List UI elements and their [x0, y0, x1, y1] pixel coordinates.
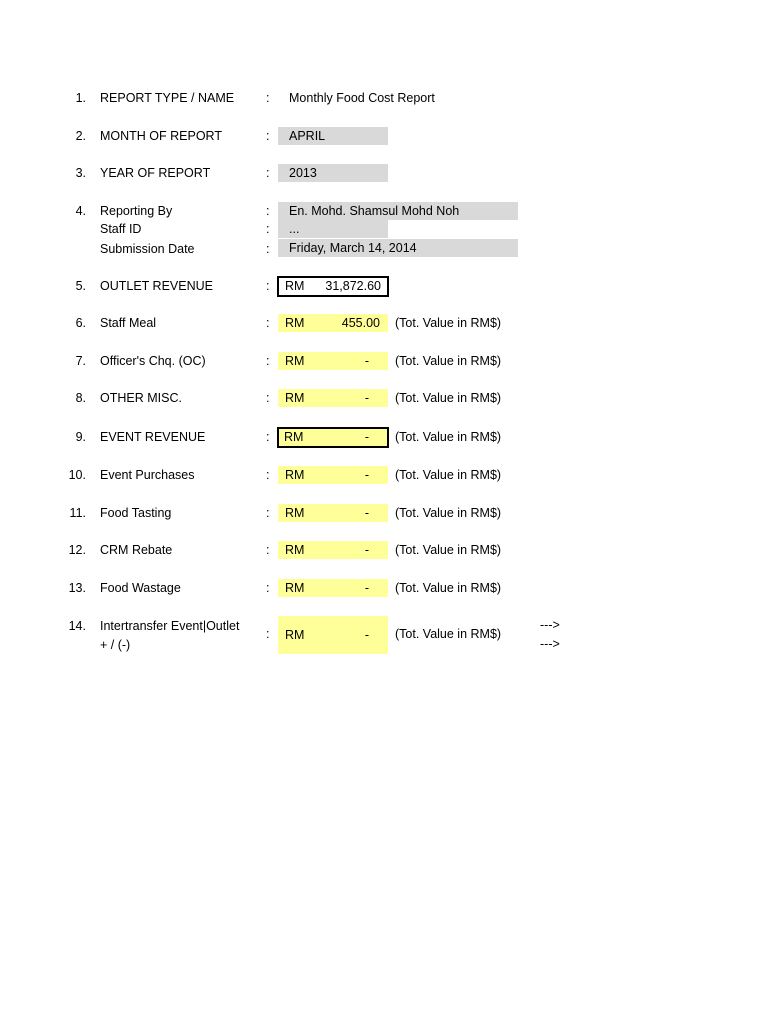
outlet-revenue-cell[interactable]: [277, 276, 389, 297]
currency-label: RM: [285, 279, 305, 293]
item-number: 8.: [75, 391, 86, 405]
item-number: 2.: [75, 129, 86, 143]
item-number: 3.: [75, 166, 86, 180]
officers-chq-value: -: [364, 354, 369, 368]
unit-note: (Tot. Value in RM$): [395, 316, 502, 330]
other-misc-value: -: [364, 391, 369, 405]
month-value-cell[interactable]: APRIL: [278, 127, 388, 145]
food-tasting-cell[interactable]: [278, 504, 388, 522]
field-label-staff-meal: Staff Meal: [100, 316, 157, 330]
arrow-indicator: --->: [540, 637, 560, 651]
field-label-staff-id: Staff ID: [100, 222, 142, 236]
field-label-outlet-revenue: OUTLET REVENUE: [100, 279, 213, 293]
field-label-intertransfer: Intertransfer Event|Outlet: [100, 619, 240, 633]
submission-date-value-cell[interactable]: Friday, March 14, 2014: [278, 239, 518, 257]
field-label-food-wastage: Food Wastage: [100, 581, 181, 595]
colon: :: [266, 543, 270, 557]
food-wastage-cell[interactable]: [278, 579, 388, 597]
crm-rebate-value: -: [364, 543, 369, 557]
event-purchases-value: -: [364, 468, 369, 482]
event-revenue-cell[interactable]: [277, 427, 389, 448]
unit-note: (Tot. Value in RM$): [395, 391, 502, 405]
currency-label: RM: [285, 506, 305, 520]
colon: :: [266, 222, 270, 236]
colon: :: [266, 91, 270, 105]
currency-label: RM: [285, 316, 305, 330]
other-misc-cell[interactable]: [278, 389, 388, 407]
intertransfer-cell[interactable]: [278, 616, 388, 654]
unit-note: (Tot. Value in RM$): [395, 468, 502, 482]
crm-rebate-cell[interactable]: [278, 541, 388, 559]
item-number: 12.: [68, 543, 86, 557]
officers-chq-cell[interactable]: [278, 352, 388, 370]
field-label-month: MONTH OF REPORT: [100, 129, 222, 143]
colon: :: [266, 354, 270, 368]
colon: :: [266, 430, 270, 444]
item-number: 6.: [75, 316, 86, 330]
staff-id-value-cell[interactable]: ...: [278, 220, 388, 238]
currency-label: RM: [284, 430, 304, 444]
food-wastage-value: -: [364, 581, 369, 595]
field-label-report-type: REPORT TYPE / NAME: [100, 91, 235, 105]
currency-label: RM: [285, 628, 305, 642]
colon: :: [266, 468, 270, 482]
field-label-reporting-by: Reporting By: [100, 204, 173, 218]
report-type-value: Monthly Food Cost Report: [289, 91, 435, 105]
field-label-food-tasting: Food Tasting: [100, 506, 172, 520]
unit-note: (Tot. Value in RM$): [395, 627, 502, 641]
event-revenue-value: -: [364, 430, 369, 444]
staff-meal-value: 455.00: [341, 316, 380, 330]
item-number: 9.: [75, 430, 86, 444]
field-label-event-revenue: EVENT REVENUE: [100, 430, 206, 444]
colon: :: [266, 391, 270, 405]
unit-note: (Tot. Value in RM$): [395, 581, 502, 595]
item-number: 7.: [75, 354, 86, 368]
item-number: 13.: [68, 581, 86, 595]
field-label-intertransfer-sign: + / (-): [100, 638, 131, 652]
field-label-officers-chq: Officer's Chq. (OC): [100, 354, 206, 368]
field-label-year: YEAR OF REPORT: [100, 166, 211, 180]
colon: :: [266, 129, 270, 143]
currency-label: RM: [285, 354, 305, 368]
field-label-other-misc: OTHER MISC.: [100, 391, 182, 405]
colon: :: [266, 581, 270, 595]
item-number: 1.: [75, 91, 86, 105]
year-value-cell[interactable]: 2013: [278, 164, 388, 182]
currency-label: RM: [285, 581, 305, 595]
arrow-indicator: --->: [540, 618, 560, 632]
item-number: 10.: [68, 468, 86, 482]
item-number: 14.: [68, 619, 86, 633]
colon: :: [266, 316, 270, 330]
food-tasting-value: -: [364, 506, 369, 520]
colon: :: [266, 506, 270, 520]
item-number: 11.: [69, 506, 86, 520]
intertransfer-value: -: [364, 628, 369, 642]
unit-note: (Tot. Value in RM$): [395, 543, 502, 557]
item-number: 4.: [75, 204, 86, 218]
colon: :: [266, 166, 270, 180]
event-purchases-cell[interactable]: [278, 466, 388, 484]
staff-meal-cell[interactable]: [278, 314, 388, 332]
unit-note: (Tot. Value in RM$): [395, 354, 502, 368]
currency-label: RM: [285, 543, 305, 557]
unit-note: (Tot. Value in RM$): [395, 506, 502, 520]
outlet-revenue-value: 31,872.60: [325, 279, 381, 293]
colon: :: [266, 279, 270, 293]
field-label-submission-date: Submission Date: [100, 242, 195, 256]
currency-label: RM: [285, 391, 305, 405]
colon: :: [266, 242, 270, 256]
unit-note: (Tot. Value in RM$): [395, 430, 502, 444]
field-label-event-purchases: Event Purchases: [100, 468, 195, 482]
colon: :: [266, 204, 270, 218]
currency-label: RM: [285, 468, 305, 482]
reporting-by-value-cell[interactable]: En. Mohd. Shamsul Mohd Noh: [278, 202, 518, 220]
field-label-crm-rebate: CRM Rebate: [100, 543, 173, 557]
colon: :: [266, 627, 270, 641]
item-number: 5.: [75, 279, 86, 293]
